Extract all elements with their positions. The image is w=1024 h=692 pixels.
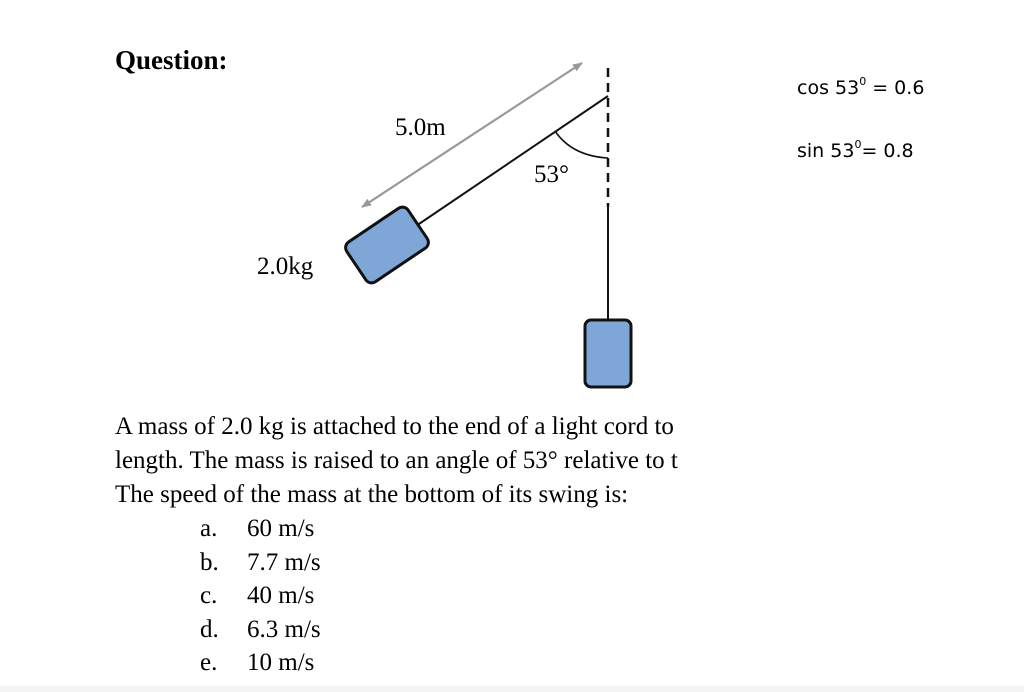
question-line: The speed of the mass at the bottom of its swing is:	[115, 481, 629, 508]
choice-text: 40 m/s	[247, 582, 315, 609]
question-line: A mass of 2.0 kg is attached to the end of a light cord to	[115, 413, 674, 440]
cos-degree-sup: 0	[859, 75, 867, 88]
choice-b	[200, 546, 321, 580]
choice-text: 60 m/s	[247, 515, 315, 542]
choice-letter: a.	[200, 515, 218, 542]
choice-a	[200, 512, 321, 546]
choice-e	[200, 646, 321, 680]
choice-letter: c.	[200, 582, 218, 609]
mass-label: 2.0kg	[257, 253, 314, 280]
sin-given-label: sin 53	[797, 140, 855, 162]
choice-d	[200, 613, 321, 647]
choice-letter: d.	[200, 615, 219, 643]
cos-given-value: = 0.6	[866, 77, 925, 99]
choice-letter: e.	[200, 649, 218, 676]
choice-letter: b.	[200, 548, 219, 576]
question-heading: Question:	[115, 45, 228, 75]
tilted-mass-block	[343, 204, 431, 285]
choice-text: 7.7 m/s	[247, 548, 321, 576]
angle-label: 53°	[534, 161, 569, 188]
length-label: 5.0m	[395, 114, 446, 141]
question-text	[115, 410, 765, 512]
sin-degree-sup: 0	[854, 138, 862, 151]
question-line: length. The mass is raised to an angle of 53° relative to t	[115, 447, 678, 474]
choice-text: 10 m/s	[247, 649, 315, 676]
choice-text: 6.3 m/s	[247, 615, 321, 643]
cos-given-label: cos 53	[797, 77, 860, 99]
page-bottom-strip	[0, 686, 1024, 692]
answer-choices	[200, 512, 321, 680]
hanging-mass-block	[585, 320, 631, 387]
angle-arc	[555, 131, 608, 158]
sin-given-value: = 0.8	[861, 140, 914, 162]
choice-c	[200, 579, 321, 613]
